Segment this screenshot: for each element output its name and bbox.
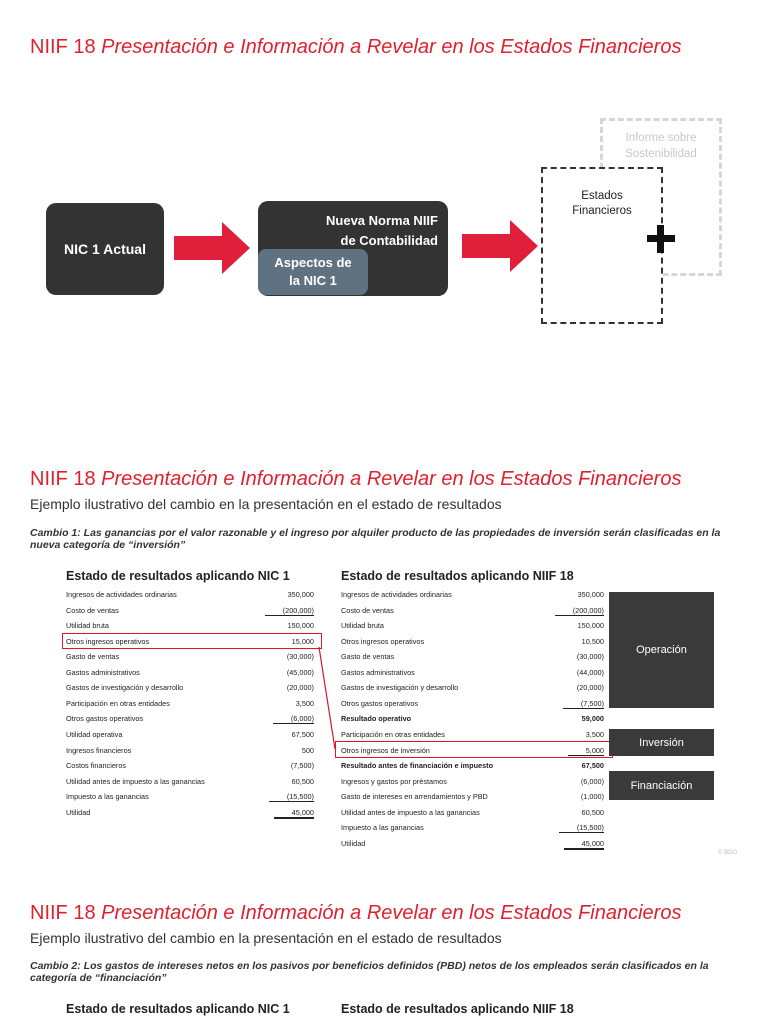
table-row bbox=[66, 603, 314, 619]
row-value: 5,000 bbox=[568, 746, 604, 756]
nueva-norma-line1: Nueva Norma NIIF bbox=[326, 213, 438, 228]
arrow-1-icon bbox=[174, 222, 250, 274]
nueva-norma-line2: de Contabilidad bbox=[340, 233, 438, 248]
row-value: (200,000) bbox=[555, 606, 604, 616]
row-value: 3,500 bbox=[295, 698, 314, 708]
table-row bbox=[66, 805, 314, 821]
row-label: Participación en otras entidades bbox=[66, 698, 170, 708]
row-label: Otros ingresos operativos bbox=[66, 636, 150, 646]
row-value: (30,000) bbox=[576, 652, 604, 662]
row-label: Participación en otras entidades bbox=[341, 729, 445, 739]
table-row bbox=[66, 587, 314, 603]
row-value: 59,000 bbox=[581, 714, 604, 724]
nic1-actual-label: NIC 1 Actual bbox=[64, 241, 146, 257]
row-label: Costo de ventas bbox=[341, 605, 394, 615]
row-value: 10,500 bbox=[581, 636, 604, 646]
row-label: Ingresos de actividades ordinarias bbox=[341, 590, 452, 599]
table-row bbox=[341, 696, 604, 712]
connector-line bbox=[318, 646, 338, 750]
table-row bbox=[341, 789, 604, 805]
row-value: 3,500 bbox=[585, 729, 604, 739]
row-label: Gasto de intereses en arrendamientos y PBD bbox=[341, 792, 488, 802]
row-label: Utilidad bruta bbox=[341, 621, 384, 631]
table-row bbox=[341, 587, 604, 603]
table-row bbox=[66, 680, 314, 696]
row-value: (44,000) bbox=[576, 667, 604, 677]
table-row bbox=[341, 665, 604, 681]
row-label: Utilidad bbox=[66, 807, 91, 817]
row-value: (7,500) bbox=[290, 761, 314, 771]
table-row bbox=[66, 649, 314, 665]
row-label: Utilidad operativa bbox=[66, 729, 123, 739]
table-row bbox=[66, 789, 314, 805]
section-2-title: NIIF 18 Presentación e Información a Revelar en los Estados Financieros bbox=[30, 468, 682, 490]
table-row bbox=[341, 603, 604, 619]
row-label: Gasto de ventas bbox=[66, 652, 120, 662]
niif18-table-title: Estado de resultados aplicando NIIF 18 bbox=[341, 569, 574, 583]
highlight-nic1-otros-ingresos bbox=[62, 633, 322, 649]
section-3-subtitle: Ejemplo ilustrativo del cambio en la presentación en el estado de resultados bbox=[30, 930, 502, 946]
row-value: (7,500) bbox=[563, 699, 604, 709]
section3-nic1-title: Estado de resultados aplicando NIC 1 bbox=[66, 1002, 290, 1016]
aspectos-line1: Aspectos de bbox=[274, 255, 352, 270]
highlight-niif18-inversion bbox=[335, 741, 613, 758]
table-row bbox=[66, 711, 314, 727]
category-financiacion: Financiación bbox=[609, 771, 714, 800]
row-label: Gasto de ventas bbox=[341, 652, 395, 662]
table-row bbox=[66, 743, 314, 759]
table-row bbox=[341, 836, 604, 852]
ef-line2: Financieros bbox=[572, 205, 632, 217]
row-label: Otros gastos operativos bbox=[341, 698, 419, 708]
row-value: 67,500 bbox=[581, 761, 604, 771]
row-label: Utilidad bruta bbox=[66, 621, 109, 631]
row-label: Ingresos financieros bbox=[66, 745, 132, 755]
row-value: (6,000) bbox=[580, 776, 604, 786]
row-value: 45,000 bbox=[274, 808, 314, 819]
row-value: (15,500) bbox=[559, 823, 604, 833]
table-row bbox=[66, 774, 314, 790]
row-label: Gastos de investigación y desarrollo bbox=[66, 683, 184, 693]
sostenibilidad-line2: Sostenibilidad bbox=[625, 148, 697, 160]
table-row bbox=[341, 820, 604, 836]
row-value: 150,000 bbox=[577, 621, 604, 631]
row-value: (15,500) bbox=[269, 792, 314, 802]
row-value: (30,000) bbox=[286, 652, 314, 662]
table-row bbox=[66, 696, 314, 712]
row-value: 350,000 bbox=[287, 590, 314, 599]
row-value: (45,000) bbox=[286, 667, 314, 677]
table-row bbox=[66, 618, 314, 634]
category-operacion: Operación bbox=[609, 592, 714, 708]
row-value: (20,000) bbox=[576, 683, 604, 693]
row-label: Gastos de investigación y desarrollo bbox=[341, 683, 459, 693]
section3-niif18-title: Estado de resultados aplicando NIIF 18 bbox=[341, 1002, 574, 1016]
row-label: Otros ingresos operativos bbox=[341, 636, 425, 646]
section-2-subtitle: Ejemplo ilustrativo del cambio en la presentación en el estado de resultados bbox=[30, 496, 502, 512]
table-row bbox=[341, 618, 604, 634]
row-value: 45,000 bbox=[564, 839, 604, 850]
section-1-title: NIIF 18 Presentación e Información a Revelar en los Estados Financieros bbox=[30, 36, 682, 58]
arrow-2-icon bbox=[462, 220, 538, 272]
table-row bbox=[66, 665, 314, 681]
aspectos-nic1-box bbox=[258, 249, 368, 295]
row-value: (20,000) bbox=[286, 683, 314, 693]
row-value: (1,000) bbox=[580, 792, 604, 802]
row-label: Impuesto a las ganancias bbox=[66, 792, 149, 802]
row-label: Otros ingresos de inversión bbox=[341, 745, 430, 755]
row-value: (6,000) bbox=[273, 714, 314, 724]
row-label: Gastos administrativos bbox=[66, 667, 140, 677]
table-row bbox=[66, 758, 314, 774]
row-label: Utilidad bbox=[341, 838, 366, 848]
row-value: 15,000 bbox=[291, 636, 314, 646]
estados-financieros-box bbox=[541, 167, 663, 324]
category-inversion: Inversión bbox=[609, 729, 714, 756]
copyright: © BDO bbox=[718, 850, 738, 856]
section-3-title: NIIF 18 Presentación e Información a Revelar en los Estados Financieros bbox=[30, 902, 682, 924]
row-value: 150,000 bbox=[287, 621, 314, 631]
row-value: 67,500 bbox=[291, 729, 314, 739]
ef-line1: Estados bbox=[581, 190, 623, 202]
row-label: Gastos administrativos bbox=[341, 667, 415, 677]
table-row bbox=[341, 711, 604, 727]
table-row bbox=[341, 805, 604, 821]
row-value: (200,000) bbox=[265, 606, 314, 616]
table-row bbox=[341, 634, 604, 650]
row-label: Ingresos de actividades ordinarias bbox=[66, 590, 177, 599]
table-row bbox=[341, 774, 604, 790]
row-value: 350,000 bbox=[577, 590, 604, 599]
row-label: Resultado operativo bbox=[341, 714, 412, 724]
row-label: Resultado antes de financiación e impuesto bbox=[341, 761, 494, 771]
plus-icon bbox=[647, 225, 675, 253]
row-label: Costo de ventas bbox=[66, 605, 119, 615]
aspectos-line2: la NIC 1 bbox=[289, 273, 337, 288]
row-label: Utilidad antes de impuesto a las ganancias bbox=[341, 807, 480, 817]
row-label: Ingresos y gastos por préstamos bbox=[341, 776, 447, 786]
table-row bbox=[66, 727, 314, 743]
row-label: Impuesto a las ganancias bbox=[341, 823, 424, 833]
change-2-text: Cambio 2: Los gastos de intereses netos en los pasivos por beneficios definidos (PBD) netos de los empleados serán clasificados en la categoría de “financiación” bbox=[30, 960, 709, 984]
sostenibilidad-line1: Informe sobre bbox=[625, 132, 697, 144]
row-value: 60,500 bbox=[581, 807, 604, 817]
table-row bbox=[341, 680, 604, 696]
change-1-text: Cambio 1: Las ganancias por el valor razonable y el ingreso por alquiler producto de las propiedades de inversión serán clasificadas en la nueva categoría de “inversión” bbox=[30, 527, 721, 551]
row-label: Costos financieros bbox=[66, 761, 127, 771]
row-label: Otros gastos operativos bbox=[66, 714, 144, 724]
row-label: Utilidad antes de impuesto a las ganancias bbox=[66, 776, 205, 786]
nic1-table-title: Estado de resultados aplicando NIC 1 bbox=[66, 569, 290, 583]
table-row bbox=[341, 758, 604, 774]
row-value: 60,500 bbox=[291, 776, 314, 786]
nic1-actual-box bbox=[46, 203, 164, 295]
row-value: 500 bbox=[301, 745, 314, 755]
table-row bbox=[341, 649, 604, 665]
